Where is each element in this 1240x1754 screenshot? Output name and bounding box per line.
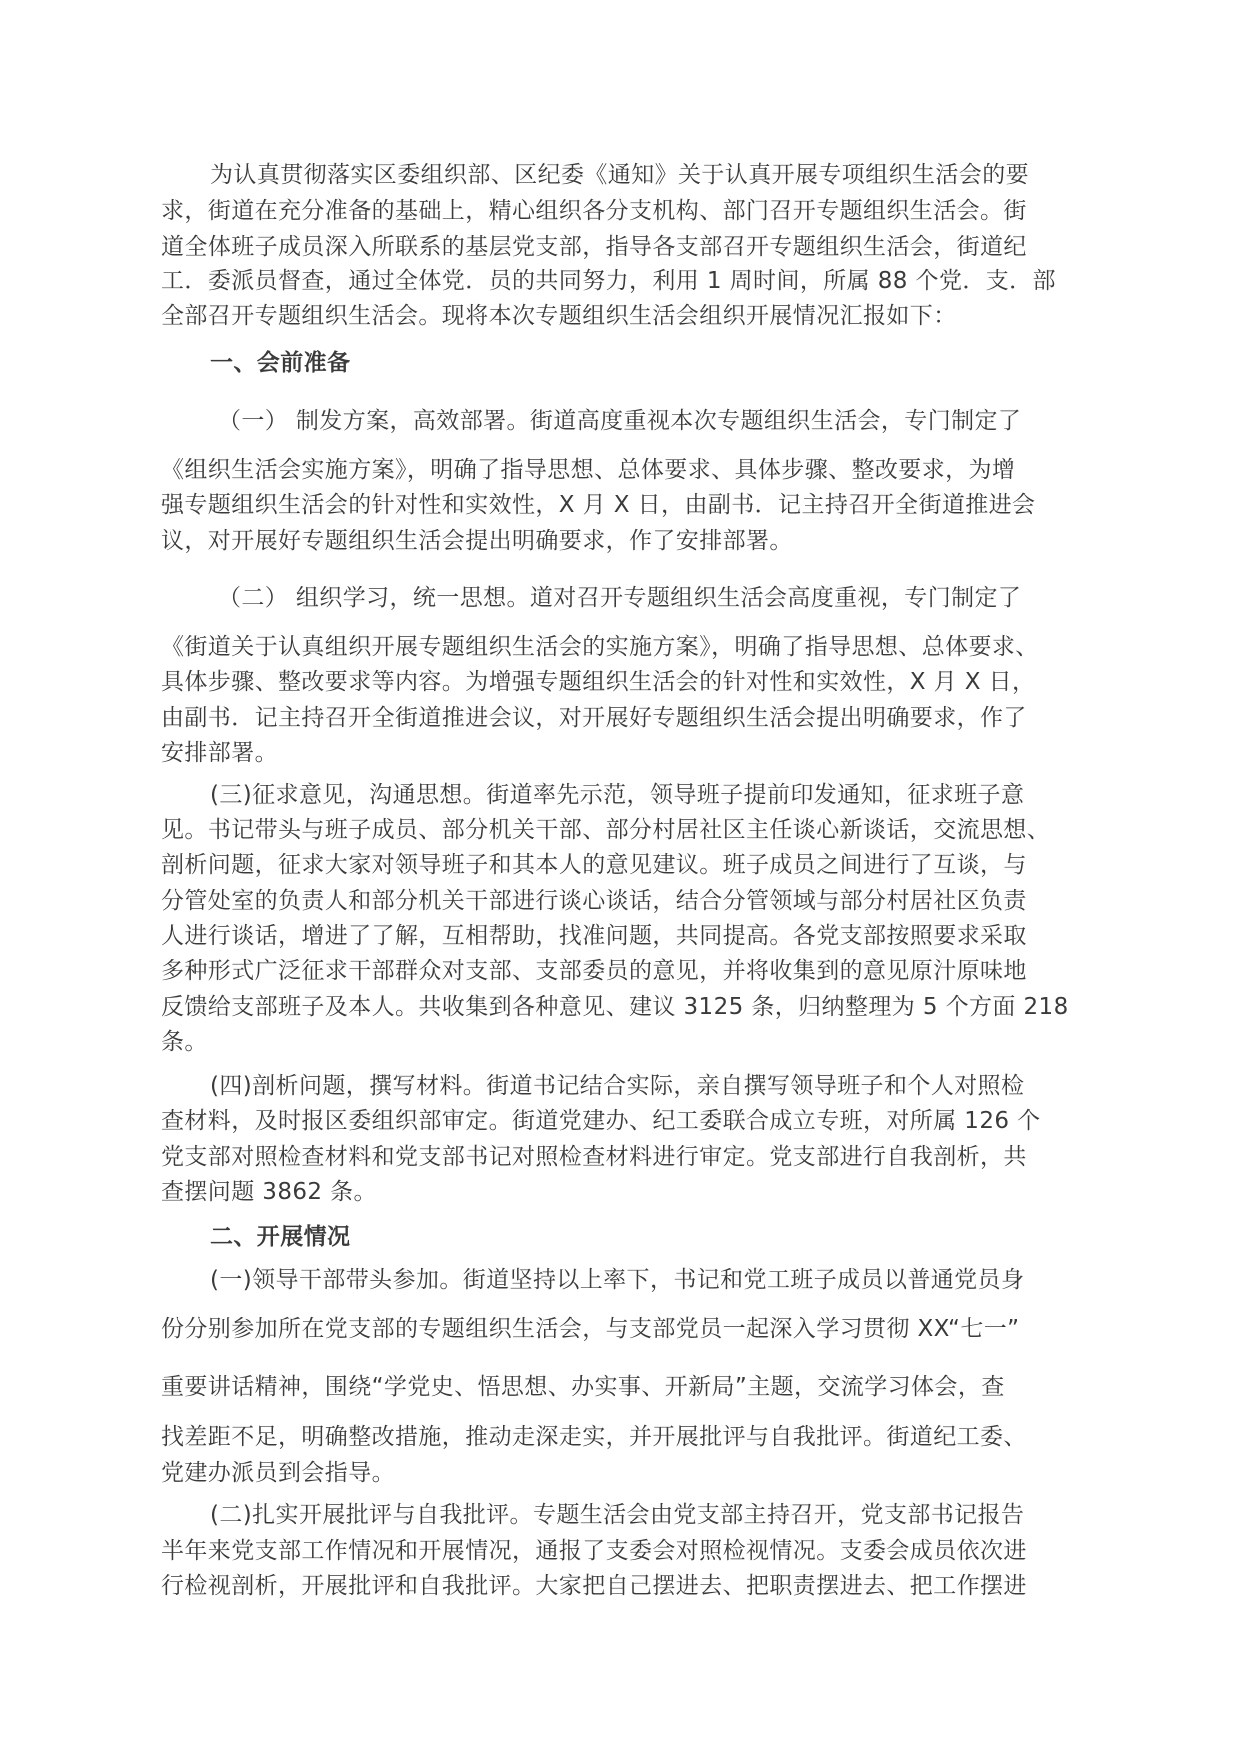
p5-line-2: 份分别参加所在党支部的专题组织生活会，与支部党员一起深入学习贯彻 XX“七一” [161,1316,1020,1342]
p6-line-3: 行检视剖析，开展批评和自我批评。大家把自己摆进去、把职责摆进去、把工作摆进 [161,1573,1027,1599]
p3-line-8: 条。 [161,1029,208,1055]
p5-line-4: 找差距不足，明确整改措施，推动走深走实，并开展批评与自我批评。街道纪工委、 [161,1424,1027,1450]
intro-line-1: 为认真贯彻落实区委组织部、区纪委《通知》关于认真开展专项组织生活会的要 [210,162,1029,188]
p6-line-2: 半年来党支部工作情况和开展情况，通报了支委会对照检视情况。支委会成员依次进 [161,1538,1027,1564]
p2-line-2: 《街道关于认真组织开展专题组织生活会的实施方案》，明确了指导思想、总体要求、 [161,634,1039,660]
p1-line-2: 《组织生活会实施方案》，明确了指导思想、总体要求、具体步骤、整改要求，为增 [161,457,1016,483]
section-heading-2: 二、开展情况 [210,1224,351,1250]
p1-line-1: （一） 制发方案，高效部署。街道高度重视本次专题组织生活会，专门制定了 [218,408,1022,434]
intro-line-5: 全部召开专题组织生活会。现将本次专题组织生活会组织开展情况汇报如下： [161,303,957,329]
p4-line-3: 党支部对照检查材料和党支部书记对照检查材料进行审定。党支部进行自我剖析，共 [161,1144,1027,1170]
p5-line-5: 党建办派员到会指导。 [161,1460,395,1486]
p2-line-5: 安排部署。 [161,740,278,766]
p2-line-1: （二） 组织学习，统一思想。道对召开专题组织生活会高度重视，专门制定了 [218,585,1022,611]
p6-line-1: (二)扎实开展批评与自我批评。专题生活会由党支部主持召开，党支部书记报告 [210,1502,1025,1528]
p2-line-3: 具体步骤、整改要求等内容。为增强专题组织生活会的针对性和实效性，X 月 X 日， [161,669,1036,695]
p4-line-2: 查材料，及时报区委组织部审定。街道党建办、纪工委联合成立专班，对所属 126 个 [161,1108,1041,1134]
p4-line-4: 查摆问题 3862 条。 [161,1179,377,1205]
section-heading-1: 一、会前准备 [210,350,351,376]
p1-line-3: 强专题组织生活会的针对性和实效性，X 月 X 日，由副书．记主持召开全街道推进会 [161,492,1036,518]
p5-line-1: (一)领导干部带头参加。街道坚持以上率下，书记和党工班子成员以普通党员身 [210,1267,1025,1293]
p2-line-4: 由副书．记主持召开全街道推进会议，对开展好专题组织生活会提出明确要求，作了 [161,705,1027,731]
intro-line-2: 求，街道在充分准备的基础上，精心组织各分支机构、部门召开专题组织生活会。街 [161,198,1027,224]
p3-line-3: 剖析问题，征求大家对领导班子和其本人的意见建议。班子成员之间进行了互谈，与 [161,852,1027,878]
p3-line-5: 人进行谈话，增进了了解，互相帮助，找准问题，共同提高。各党支部按照要求采取 [161,923,1027,949]
p3-line-7: 反馈给支部班子及本人。共收集到各种意见、建议 3125 条，归纳整理为 5 个方面 218 [161,994,1069,1020]
p3-line-2: 见。书记带头与班子成员、部分机关干部、部分村居社区主任谈心新谈话，交流思想、 [161,817,1051,843]
intro-line-3: 道全体班子成员深入所联系的基层党支部，指导各支部召开专题组织生活会，街道纪 [161,234,1027,260]
p3-line-4: 分管处室的负责人和部分机关干部进行谈心谈话，结合分管领域与部分村居社区负责 [161,888,1027,914]
p4-line-1: (四)剖析问题，撰写材料。街道书记结合实际，亲自撰写领导班子和个人对照检 [210,1073,1025,1099]
p5-line-3: 重要讲话精神，围绕“学党史、悟思想、办实事、开新局”主题，交流学习体会，查 [161,1374,1005,1400]
intro-line-4: 工．委派员督查，通过全体党．员的共同努力，利用 1 周时间，所属 88 个党．支．部 [161,268,1056,294]
p1-line-4: 议，对开展好专题组织生活会提出明确要求，作了安排部署。 [161,528,793,554]
p3-line-6: 多种形式广泛征求干部群众对支部、支部委员的意见，并将收集到的意见原汁原味地 [161,958,1027,984]
p3-line-1: (三)征求意见，沟通思想。街道率先示范，领导班子提前印发通知，征求班子意 [210,782,1025,808]
